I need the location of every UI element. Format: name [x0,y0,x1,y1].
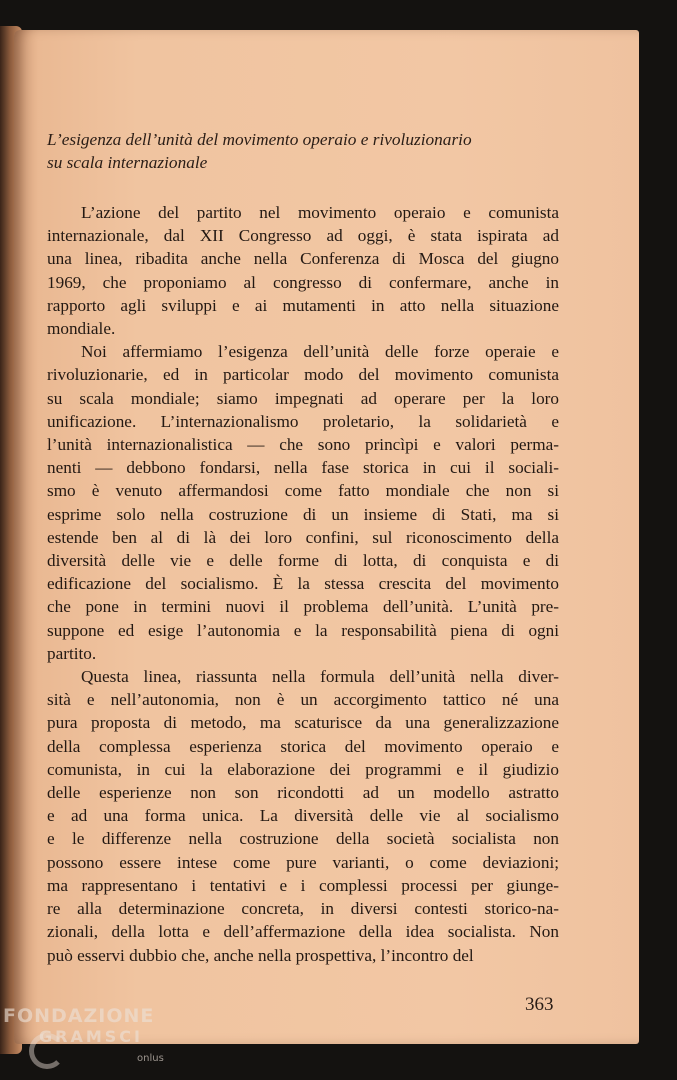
text-line: mondiale. [47,319,116,339]
heading-line-2: su scala internazionale [47,153,208,172]
text-line: su scala mondiale; siamo impegnati ad operare per la loro [47,388,559,408]
text-line: L’azione del partito nel movimento operaio e comunista [81,203,559,222]
text-line: una linea, ribadita anche nella Conferenza di Mosca del giugno [47,249,559,269]
text-line: l’unità internazionalistica — che sono princìpi e valori perma- [47,435,559,455]
text-line: 1969, che proponiamo al congresso di confermare, anche in [47,272,559,292]
text-line: edificazione del socialismo. È la stessa crescita del movimento [47,574,559,594]
text-line: che pone in termini nuovi il problema dell’unità. L’unità pre- [47,597,559,617]
text-line: pura proposta di metodo, ma scaturisce da una generalizzazione [47,713,559,733]
body-text [47,201,559,967]
text-line: partito. [47,643,97,663]
text-line: Questa linea, riassunta nella formula dell’unità nella diver- [81,667,559,687]
paragraph [47,201,559,340]
watermark-line-3: onlus [137,1053,164,1064]
paragraph [47,665,559,967]
text-line: e ad una forma unica. La diversità delle vie al socialismo [47,806,559,826]
text-line: della complessa esperienza storica del movimento operaio e [47,736,559,756]
text-line: unificazione. L’internazionalismo proletario, la solidarietà e [47,411,559,431]
section-heading [47,128,567,174]
watermark-line-2: GRAMSCI [39,1027,143,1046]
text-line: re alla determinazione concreta, in diversi contesti storico-na- [47,899,559,919]
text-line: internazionale, dal XII Congresso ad oggi, è stata ispirata ad [47,226,559,246]
watermark-line-1: FONDAZIONE [3,1005,155,1027]
text-line: può esservi dubbio che, anche nella prospettiva, l’incontro del [47,945,474,965]
text-line: suppone ed esige l’autonomia e la responsabilità piena di ogni [47,620,559,640]
text-line: smo è venuto affermandosi come fatto mondiale che non si [47,481,559,501]
text-line: esprime solo nella costruzione di un insieme di Stati, ma si [47,504,559,524]
text-line: sità e nell’autonomia, non è un accorgimento tattico né una [47,690,559,710]
heading-line-1: L’esigenza dell’unità del movimento operaio e rivoluzionario [47,130,472,149]
text-line: Noi affermiamo l’esigenza dell’unità delle forze operaie e [81,342,559,362]
text-line: ma rappresentano i tentativi e i complessi processi per giunge- [47,875,559,895]
paragraph [47,340,559,665]
text-line: e le differenze nella costruzione della società socialista non [47,829,559,849]
text-line: delle esperienze non son ricondotti ad un modello astratto [47,783,559,803]
page-number: 363 [525,994,554,1015]
text-line: possono essere intese come pure varianti, o come deviazioni; [47,852,559,872]
text-line: nenti — debbono fondarsi, nella fase storica in cui il sociali- [47,458,559,478]
text-line: diversità delle vie e delle forme di lotta, di conquista e di [47,551,559,571]
text-line: comunista, in cui la elaborazione dei programmi e il giudizio [47,759,559,779]
watermark [3,1005,164,1064]
text-line: zionali, della lotta e dell’affermazione della idea socialista. Non [47,922,559,942]
text-line: estende ben al di là dei loro confini, sul riconoscimento della [47,527,559,547]
text-line: rivoluzionarie, ed in particolar modo del movimento comunista [47,365,559,385]
text-line: rapporto agli sviluppi e ai mutamenti in atto nella situazione [47,295,559,315]
